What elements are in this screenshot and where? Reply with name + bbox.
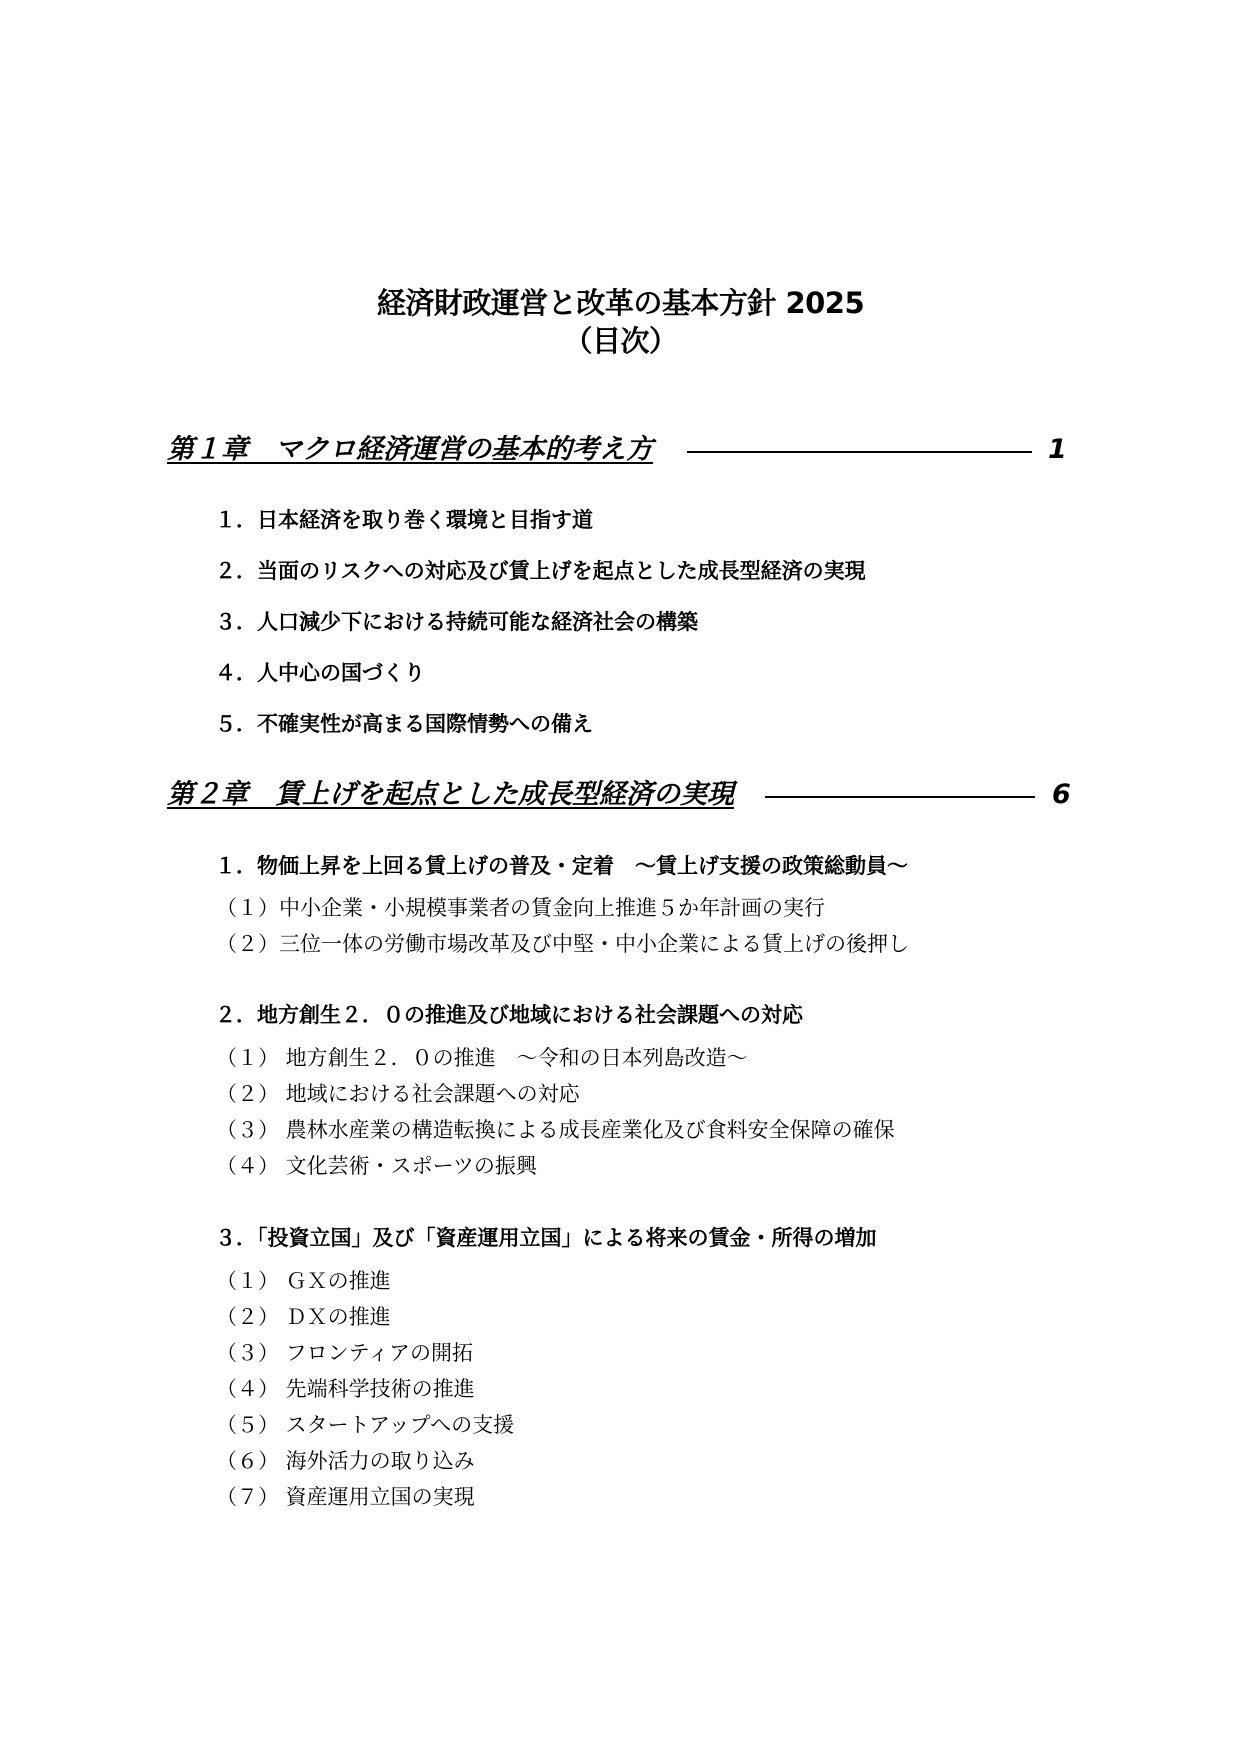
document-title: 経済財政運営と改革の基本方針 2025 <box>376 286 865 320</box>
chapter-2-leader-line <box>765 796 1035 798</box>
toc-section-1-1[interactable]: １．日本経済を取り巻く環境と目指す道 <box>215 508 593 532</box>
toc-item-2-2-2[interactable]: （２） 地域における社会課題への対応 <box>216 1082 580 1106</box>
toc-item-2-3-7[interactable]: （７） 資産運用立国の実現 <box>216 1485 475 1509</box>
toc-section-2-1[interactable]: １．物価上昇を上回る賃上げの普及・定着 ～賃上げ支援の政策総動員～ <box>215 854 908 878</box>
toc-section-1-5[interactable]: ５．不確実性が高まる国際情勢への備え <box>215 712 593 736</box>
title-block <box>0 284 1241 360</box>
toc-item-2-3-5[interactable]: （５） スタートアップへの支援 <box>216 1413 515 1437</box>
toc-section-1-3[interactable]: ３．人口減少下における持続可能な経済社会の構築 <box>215 610 698 634</box>
toc-section-2-3[interactable]: ３．「投資立国」及び「資産運用立国」による将来の賃金・所得の増加 <box>215 1226 877 1250</box>
toc-item-2-1-1[interactable]: （１）中小企業・小規模事業者の賃金向上推進５か年計画の実行 <box>216 896 825 920</box>
toc-chapter-2[interactable] <box>167 775 1071 815</box>
toc-item-2-2-1[interactable]: （１） 地方創生２．０の推進 ～令和の日本列島改造～ <box>216 1046 748 1070</box>
chapter-2-page-number: 6 <box>1052 779 1071 810</box>
toc-item-2-3-2[interactable]: （２） ＤＸの推進 <box>216 1305 391 1329</box>
toc-section-1-4[interactable]: ４．人中心の国づくり <box>215 661 425 685</box>
toc-chapter-1[interactable] <box>167 430 1067 470</box>
chapter-1-leader-line <box>687 451 1032 453</box>
toc-section-1-2[interactable]: ２．当面のリスクへの対応及び賃上げを起点とした成長型経済の実現 <box>215 559 866 583</box>
chapter-2-title[interactable]: 第２章 賃上げを起点とした成長型経済の実現 <box>167 779 734 810</box>
chapter-1-page-number: 1 <box>1048 434 1067 465</box>
toc-section-2-2[interactable]: ２．地方創生２．０の推進及び地域における社会課題への対応 <box>215 1003 803 1027</box>
chapter-1-title[interactable]: 第１章 マクロ経済運営の基本的考え方 <box>167 434 653 465</box>
toc-item-2-3-6[interactable]: （６） 海外活力の取り込み <box>216 1449 475 1473</box>
document-subtitle: （目次） <box>563 324 678 358</box>
toc-item-2-3-3[interactable]: （３） フロンティアの開拓 <box>216 1341 473 1365</box>
toc-item-2-1-2[interactable]: （２）三位一体の労働市場改革及び中堅・中小企業による賃上げの後押し <box>216 932 909 956</box>
toc-item-2-2-4[interactable]: （４） 文化芸術・スポーツの振興 <box>216 1154 537 1178</box>
toc-item-2-3-4[interactable]: （４） 先端科学技術の推進 <box>216 1377 475 1401</box>
toc-item-2-2-3[interactable]: （３） 農林水産業の構造転換による成長産業化及び食料安全保障の確保 <box>216 1118 895 1142</box>
toc-item-2-3-1[interactable]: （１） ＧＸの推進 <box>216 1269 391 1293</box>
